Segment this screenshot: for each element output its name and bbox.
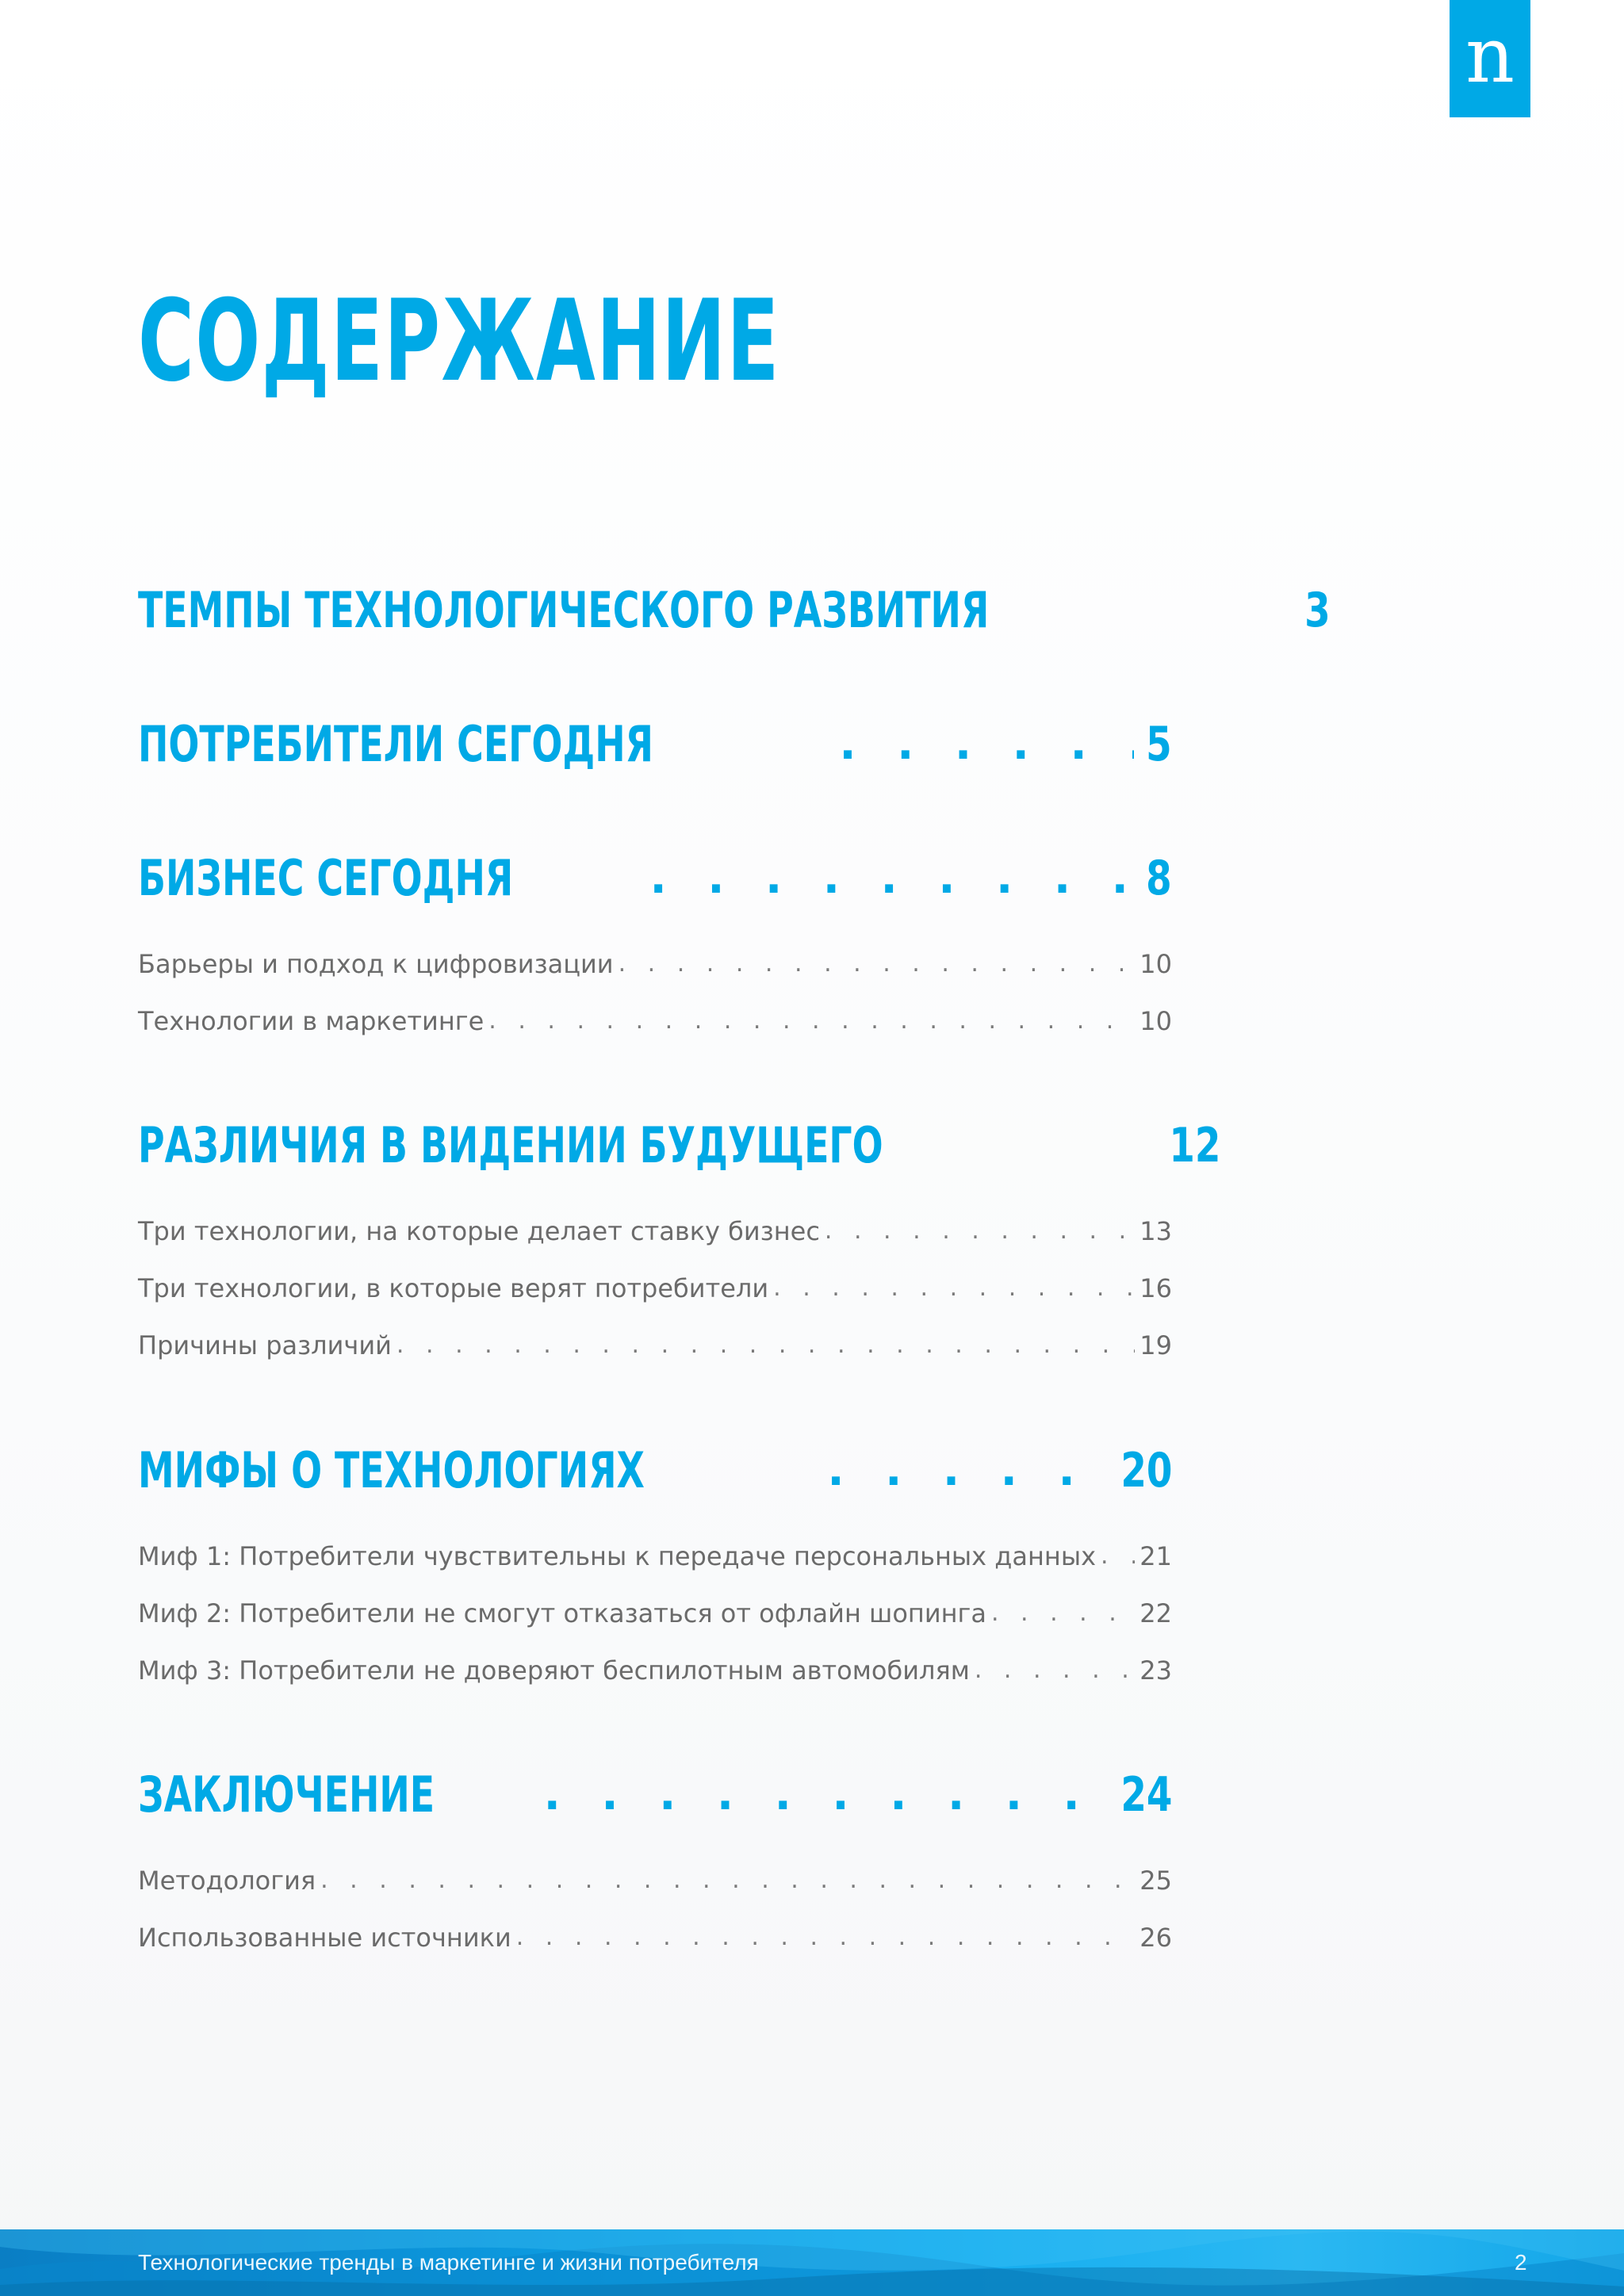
toc-subentry-label: Использованные источники: [138, 1923, 511, 1953]
dot-leader: [825, 1215, 1135, 1247]
dot-leader: [773, 1272, 1135, 1304]
page-title: СОДЕРЖАНИЕ: [138, 276, 780, 407]
footer-band: [0, 2229, 1624, 2296]
toc-subentry-page: 21: [1139, 1541, 1172, 1571]
toc-entry-page: 5: [1146, 717, 1172, 772]
toc-entry[interactable]: [138, 851, 1172, 906]
dot-leader: [396, 1330, 1135, 1361]
toc-subentry[interactable]: [138, 1865, 1172, 1896]
toc-subentry[interactable]: [138, 1330, 1172, 1361]
toc-entry-label: РАЗЛИЧИЯ В ВИДЕНИИ БУДУЩЕГО: [138, 1116, 883, 1174]
toc-entry-page: 8: [1146, 851, 1172, 906]
dot-leader: [975, 1655, 1135, 1686]
toc-subentry-label: Три технологии, в которые верят потребители: [138, 1273, 769, 1303]
toc-subentry[interactable]: [138, 1005, 1172, 1037]
toc-subentry[interactable]: [138, 1598, 1172, 1629]
dot-leader: [544, 1767, 1101, 1823]
toc-subentry-label: Технологии в маркетинге: [138, 1006, 485, 1036]
toc-entry-page: 12: [1169, 1118, 1221, 1173]
toc-subentry-label: Барьеры и подход к цифровизации: [138, 949, 614, 979]
toc-subentry[interactable]: [138, 1655, 1172, 1686]
dot-leader: [839, 717, 1134, 772]
dot-leader: [320, 1865, 1135, 1896]
toc-entry-label: ТЕМПЫ ТЕХНОЛОГИЧЕСКОГО РАЗВИТИЯ: [138, 581, 990, 639]
toc-subentry-label: Три технологии, на которые делает ставку бизнес: [138, 1216, 820, 1246]
toc-subentry[interactable]: [138, 1540, 1172, 1572]
toc-subentry-page: 10: [1139, 1006, 1172, 1036]
toc-subentry[interactable]: [138, 1922, 1172, 1954]
toc-entry-label: БИЗНЕС СЕГОДНЯ: [138, 849, 514, 907]
dot-leader: [649, 851, 1134, 906]
toc-entry[interactable]: [138, 581, 1331, 639]
dot-leader: [991, 1598, 1135, 1629]
toc-subentry[interactable]: [138, 948, 1172, 980]
toc-subentry-page: 23: [1139, 1655, 1172, 1686]
toc-subentry-label: Методология: [138, 1866, 316, 1896]
toc-entry-page: 20: [1120, 1443, 1172, 1498]
toc-entry-page: 3: [1304, 583, 1331, 638]
toc-entry[interactable]: [138, 1116, 1221, 1174]
dot-leader: [488, 1005, 1135, 1037]
toc-entry-label: МИФЫ О ТЕХНОЛОГИЯХ: [138, 1441, 645, 1499]
toc-entry[interactable]: [138, 1767, 1172, 1823]
toc-entry-label: ЗАКЛЮЧЕНИЕ: [138, 1766, 435, 1823]
logo-glyph: n: [1465, 11, 1515, 100]
toc-subentry-page: 13: [1139, 1216, 1172, 1246]
toc-entry[interactable]: [138, 1443, 1172, 1498]
toc-subentry-page: 10: [1139, 949, 1172, 979]
dot-leader: [1101, 1540, 1135, 1572]
toc-entry-page: 24: [1120, 1767, 1172, 1823]
toc-subentry-page: 16: [1139, 1273, 1172, 1303]
toc-subentry-page: 26: [1139, 1923, 1172, 1953]
toc-entry[interactable]: [138, 717, 1172, 772]
toc-subentry-page: 22: [1139, 1598, 1172, 1628]
toc-subentry-page: 25: [1139, 1866, 1172, 1896]
toc-subentry[interactable]: [138, 1215, 1172, 1247]
footer-document-title: Технологические тренды в маркетинге и жизни потребителя: [138, 2250, 759, 2275]
footer-page-number: 2: [1515, 2250, 1527, 2275]
toc-entry-label: ПОТРЕБИТЕЛИ СЕГОДНЯ: [138, 715, 653, 773]
dot-leader: [619, 948, 1136, 980]
toc-subentry-label: Миф 3: Потребители не доверяют беспилотным автомобилям: [138, 1655, 970, 1686]
toc-subentry-page: 19: [1139, 1330, 1172, 1360]
toc-subentry-label: Миф 2: Потребители не смогут отказаться от офлайн шопинга: [138, 1598, 986, 1628]
toc-subentry-label: Причины различий: [138, 1330, 392, 1360]
dot-leader: [827, 1443, 1101, 1498]
dot-leader: [516, 1922, 1136, 1954]
toc-subentry[interactable]: [138, 1272, 1172, 1304]
toc-subentry-label: Миф 1: Потребители чувствительны к передаче персональных данных: [138, 1541, 1097, 1571]
